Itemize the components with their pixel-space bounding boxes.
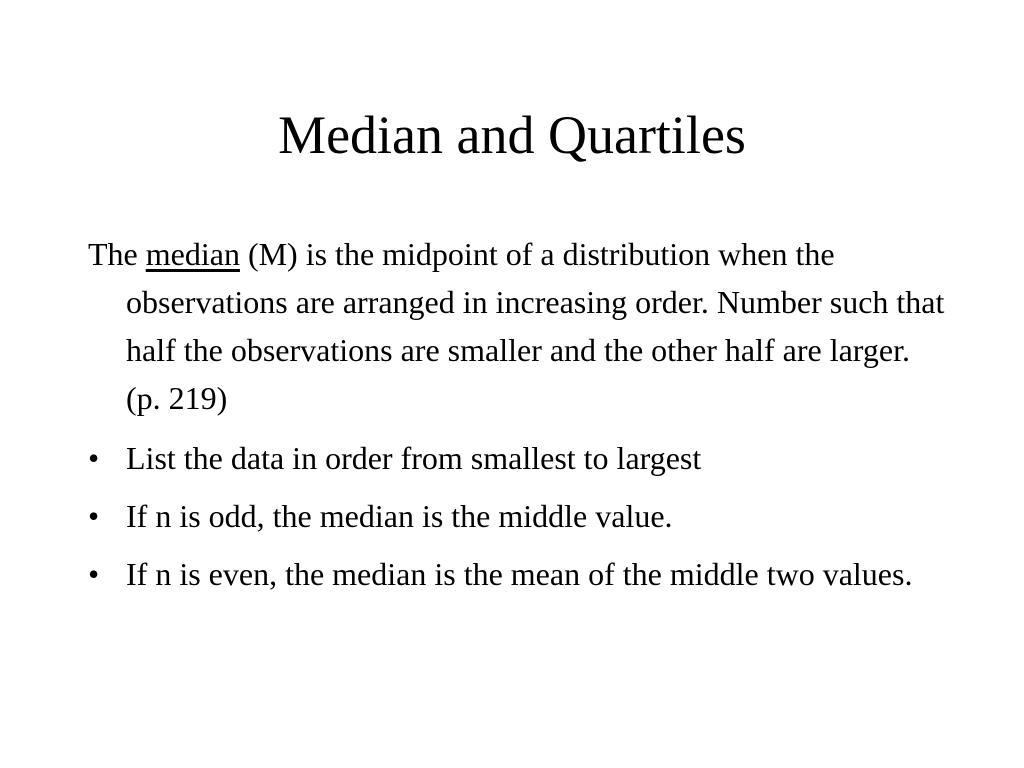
bullet-text: If n is even, the median is the mean of the middle two values. [126, 556, 913, 592]
slide-body [88, 230, 948, 608]
bullet-item [88, 550, 948, 598]
slide-title: Median and Quartiles [278, 105, 746, 165]
bullet-item [88, 492, 948, 540]
bullet-text: List the data in order from smallest to largest [126, 440, 702, 476]
bullet-dot-icon: • [88, 498, 100, 534]
bullet-dot-icon: • [88, 440, 100, 476]
bullet-text: If n is odd, the median is the middle value. [126, 498, 673, 534]
bullet-item [88, 434, 948, 482]
intro-paragraph [88, 230, 948, 422]
intro-suffix: (M) is the midpoint of a distribution when the observations are arranged in increasing order. Number such that half the observations are smaller and the other half are larger. (p. 219) [126, 236, 945, 416]
bullet-dot-icon: • [88, 556, 100, 592]
median-term: median [145, 236, 240, 272]
intro-prefix: The [88, 236, 146, 272]
